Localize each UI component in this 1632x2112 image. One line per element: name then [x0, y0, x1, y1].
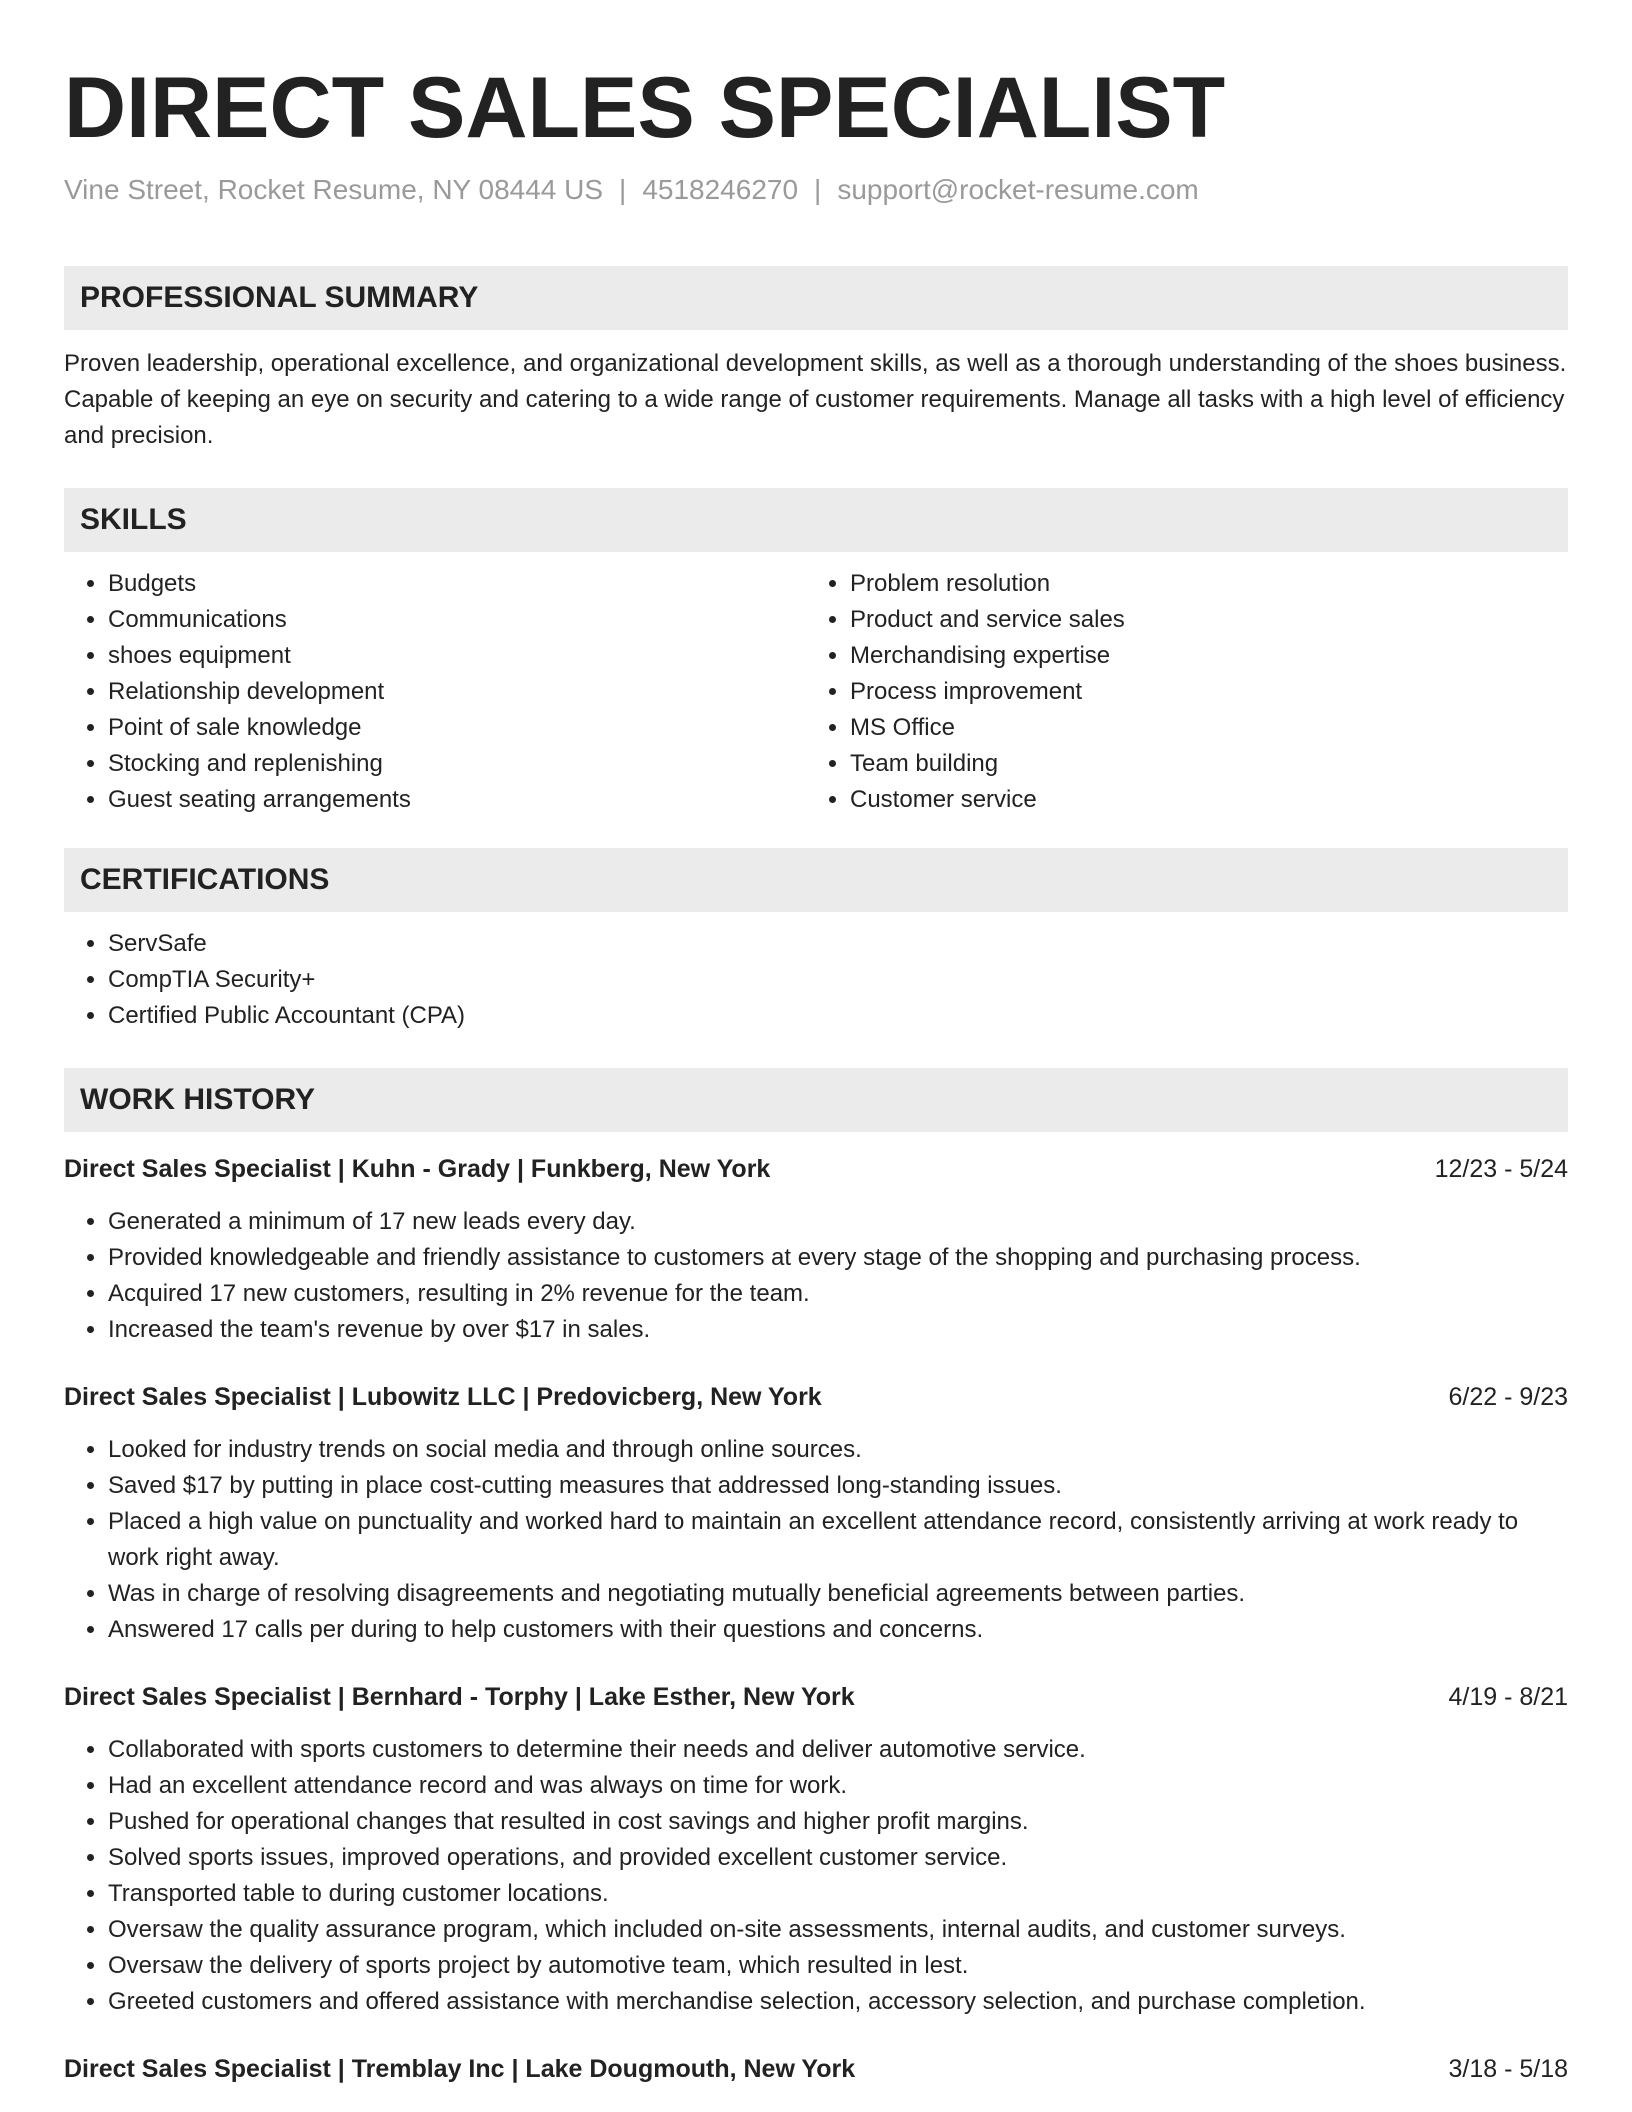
job-dates: 4/19 - 8/21 — [1448, 1683, 1568, 1711]
certification-item: • Certified Public Accountant (CPA) — [108, 998, 1568, 1034]
job-bullet: • Was in charge of resolving disagreements and negotiating mutually beneficial agreements between parties. — [108, 1576, 1568, 1612]
skill-item: • Process improvement — [850, 674, 1548, 710]
skills-column-left — [64, 566, 806, 818]
contact-phone: 4518246270 — [642, 174, 799, 205]
job-bullet: • Generated a minimum of 17 new leads every day. — [108, 1204, 1568, 1240]
job-entry — [64, 1380, 1568, 1648]
job-bullet: • Acquired 17 new customers, resulting in 2% revenue for the team. — [108, 1276, 1568, 1312]
job-bullet: • Placed a high value on punctuality and worked hard to maintain an excellent attendance record, consistently arriving at work ready to work right away. — [108, 1504, 1568, 1576]
job-title: Direct Sales Specialist | Lubowitz LLC | Predovicberg, New York — [64, 1383, 822, 1411]
job-bullet: • Provided knowledgeable and friendly assistance to customers at every stage of the shopping and purchasing process. — [108, 1240, 1568, 1276]
job-bullets — [64, 1732, 1568, 2020]
job-title: Direct Sales Specialist | Kuhn - Grady | Funkberg, New York — [64, 1155, 771, 1183]
certifications-list — [64, 926, 1568, 1034]
job-bullet: • Collaborated with sports customers to determine their needs and deliver automotive service. — [108, 1732, 1568, 1768]
job-bullet: • Solved sports issues, improved operations, and provided excellent customer service. — [108, 1840, 1568, 1876]
certification-item: • ServSafe — [108, 926, 1568, 962]
job-entry — [64, 1152, 1568, 1348]
skills-heading: SKILLS — [64, 488, 1568, 552]
job-title: Direct Sales Specialist | Tremblay Inc | Lake Dougmouth, New York — [64, 2055, 856, 2083]
summary-text: Proven leadership, operational excellence, and organizational development skills, as well as a thorough understanding of the shoes business. Capable of keeping an eye on security and catering to a wide range of customer requirements. Manage all tasks with a high level of efficiency and precision. — [64, 350, 1567, 449]
job-bullet: • Saved $17 by putting in place cost-cutting measures that addressed long-standing issues. — [108, 1468, 1568, 1504]
job-dates: 6/22 - 9/23 — [1448, 1383, 1568, 1411]
certification-item: • CompTIA Security+ — [108, 962, 1568, 998]
job-header — [64, 1152, 1568, 1186]
job-bullet: • Oversaw the quality assurance program, which included on-site assessments, internal audits, and customer surveys. — [108, 1912, 1568, 1948]
job-bullet: • Pushed for operational changes that resulted in cost savings and higher profit margins. — [108, 1804, 1568, 1840]
job-header — [64, 1380, 1568, 1414]
skill-item: • Customer service — [850, 782, 1548, 818]
skill-item: • Stocking and replenishing — [108, 746, 806, 782]
skill-item: • shoes equipment — [108, 638, 806, 674]
contact-address: Vine Street, Rocket Resume, NY 08444 US — [64, 174, 604, 205]
contact-line — [64, 172, 1568, 208]
contact-separator: | — [619, 174, 627, 205]
job-bullet: • Answered 17 calls per during to help customers with their questions and concerns. — [108, 1612, 1568, 1648]
skills-list — [64, 566, 1568, 818]
skill-item: • Point of sale knowledge — [108, 710, 806, 746]
work-history-heading: WORK HISTORY — [64, 1068, 1568, 1132]
job-bullets — [64, 1204, 1568, 1348]
contact-email: support@rocket-resume.com — [837, 174, 1199, 205]
skills-column-right — [806, 566, 1548, 818]
skill-item: • Communications — [108, 602, 806, 638]
skill-item: • Budgets — [108, 566, 806, 602]
job-bullet: • Oversaw the delivery of sports project by automotive team, which resulted in lest. — [108, 1948, 1568, 1984]
job-bullet: • Transported table to during customer locations. — [108, 1876, 1568, 1912]
job-bullet: • Looked for industry trends on social media and through online sources. — [108, 1432, 1568, 1468]
skill-item: • Product and service sales — [850, 602, 1548, 638]
job-bullets — [64, 1432, 1568, 1648]
skill-item: • Merchandising expertise — [850, 638, 1548, 674]
job-dates: 12/23 - 5/24 — [1434, 1155, 1568, 1183]
page-title: DIRECT SALES SPECIALIST — [64, 60, 1226, 156]
skill-item: • MS Office — [850, 710, 1548, 746]
job-header — [64, 2052, 1568, 2086]
job-bullet: • Greeted customers and offered assistance with merchandise selection, accessory selection, and purchase completion. — [108, 1984, 1568, 2020]
job-bullet: • Increased the team's revenue by over $17 in sales. — [108, 1312, 1568, 1348]
job-dates: 3/18 - 5/18 — [1448, 2055, 1568, 2083]
job-entry — [64, 1680, 1568, 2020]
certifications-heading: CERTIFICATIONS — [64, 848, 1568, 912]
skill-item: • Problem resolution — [850, 566, 1548, 602]
job-entry — [64, 2052, 1568, 2086]
skill-item: • Team building — [850, 746, 1548, 782]
contact-separator: | — [814, 174, 822, 205]
summary-heading: PROFESSIONAL SUMMARY — [64, 266, 1568, 330]
skill-item: • Relationship development — [108, 674, 806, 710]
skill-item: • Guest seating arrangements — [108, 782, 806, 818]
job-title: Direct Sales Specialist | Bernhard - Torphy | Lake Esther, New York — [64, 1683, 855, 1711]
job-bullet: • Had an excellent attendance record and was always on time for work. — [108, 1768, 1568, 1804]
job-header — [64, 1680, 1568, 1714]
